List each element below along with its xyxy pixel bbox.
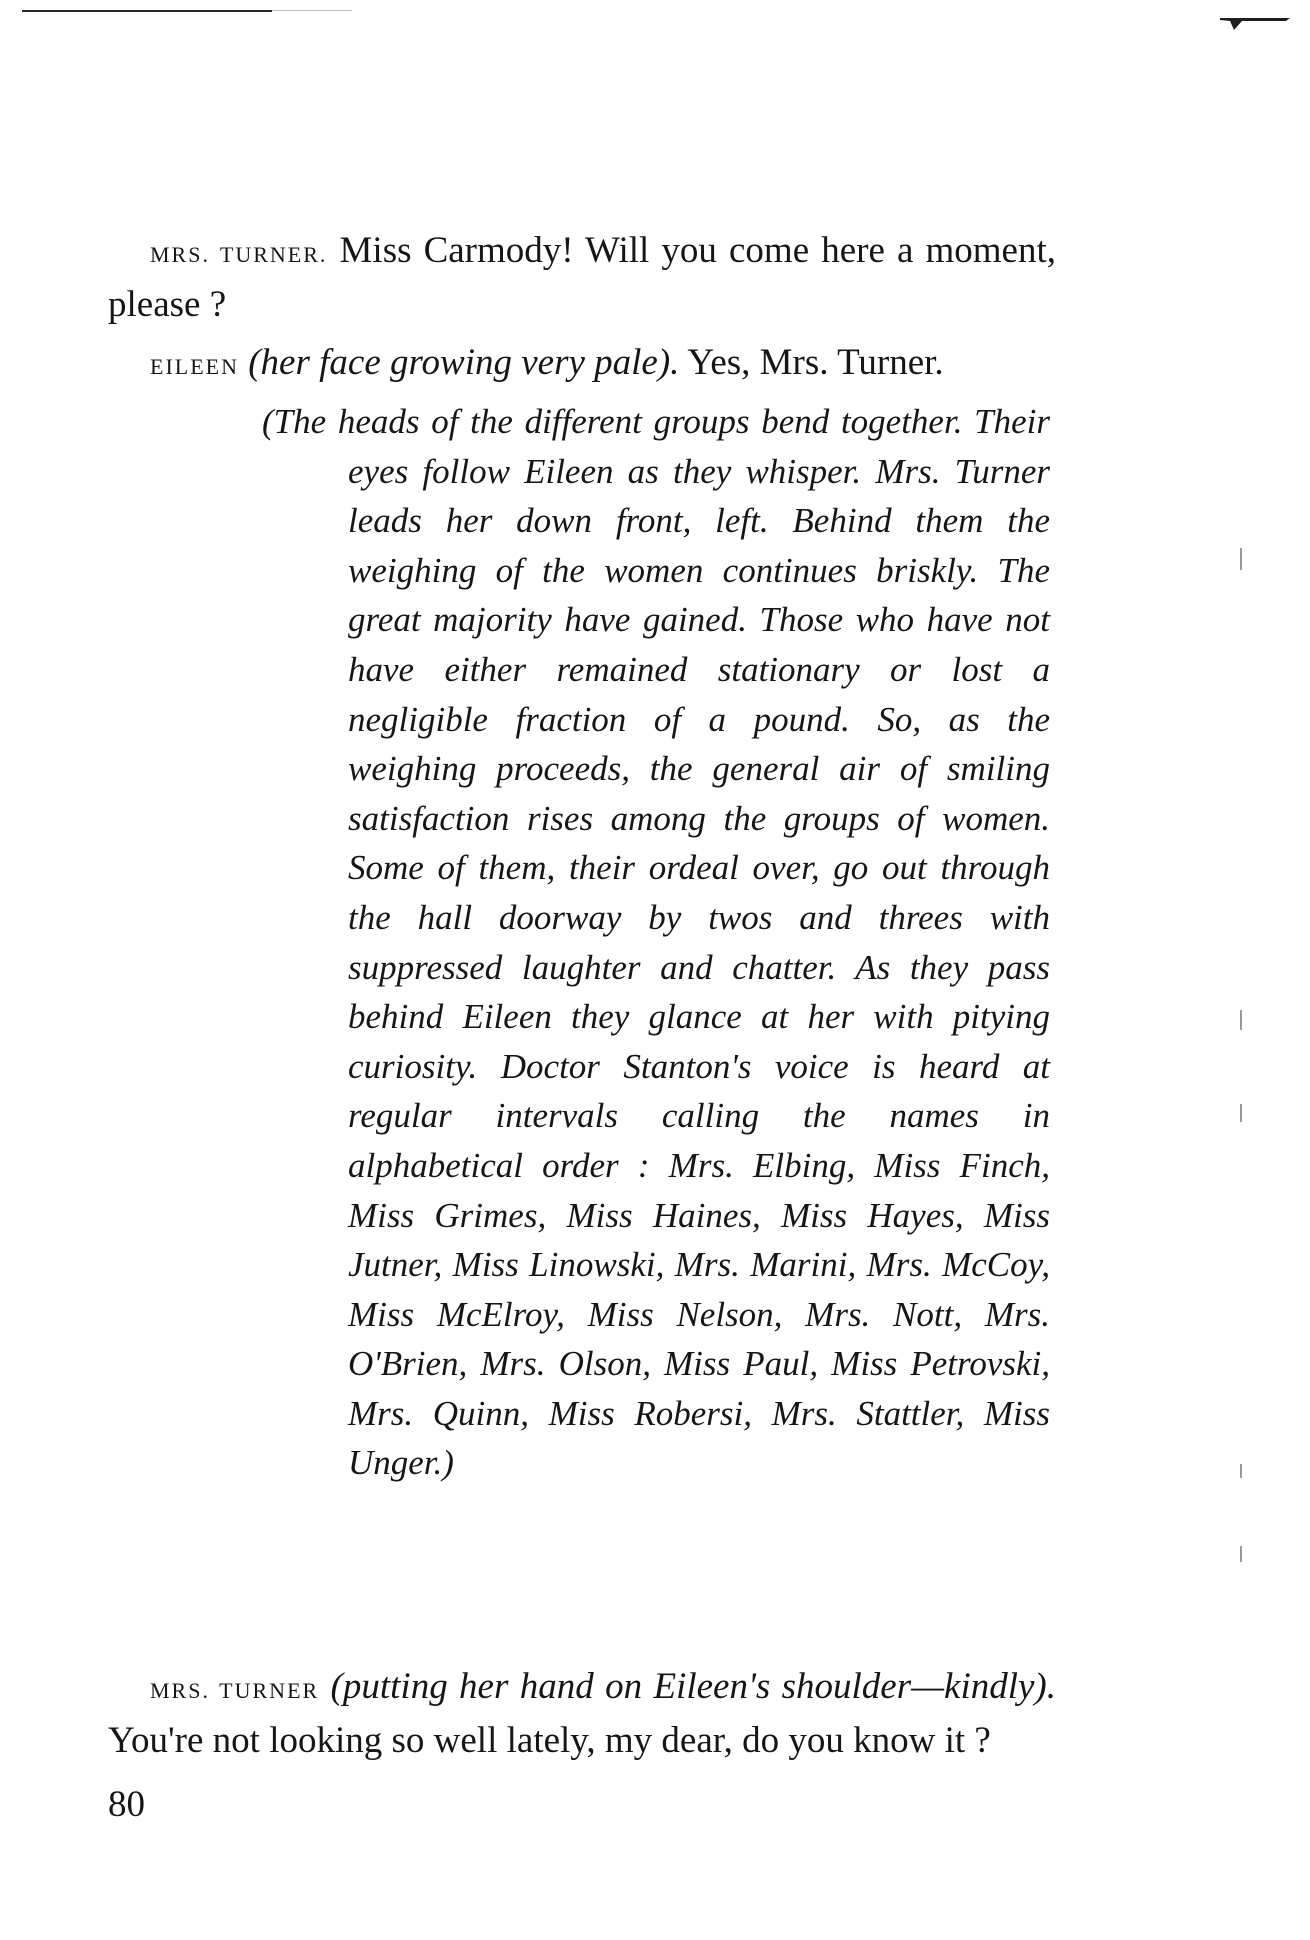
speech-mrs-turner-1 — [108, 226, 1056, 330]
speaker-name: MRS. TURNER — [150, 1678, 320, 1703]
speaker-name: EILEEN — [150, 354, 239, 379]
speech-text: Miss Carmody! Will you come here a moment, please ? — [108, 230, 1056, 325]
speech-text: Yes, Mrs. Turner. — [687, 342, 944, 383]
speech-eileen — [108, 338, 1056, 392]
margin-tick — [1240, 1464, 1242, 1478]
margin-tick — [1240, 1010, 1242, 1030]
margin-tick — [1240, 1546, 1242, 1562]
speech-mrs-turner-2 — [108, 1662, 1056, 1766]
corner-ink-mark — [1220, 12, 1292, 36]
speaker-name: MRS. TURNER. — [150, 242, 328, 267]
speech-direction: (her face growing very pale). — [248, 342, 680, 383]
speech-text: You're not looking so well lately, my dear, do you know it ? — [108, 1720, 991, 1761]
top-rule — [22, 10, 272, 12]
page-number: 80 — [108, 1784, 145, 1825]
top-rule-faint — [272, 10, 352, 11]
stage-direction: (The heads of the different groups bend together. Their eyes follow Eileen as they whisper. Mrs. Turner leads her down front, left. Behind them the weighing of the women continues briskly. The great majority have gained. Those who have not have either remained stationary or lost a negligible fraction of a pound. So, as the weighing proceeds, the general air of smiling satisfaction rises among the groups of women. Some of them, their ordeal over, go out through the hall doorway by twos and threes with suppressed laughter and chatter. As they pass behind Eileen they glance at her with pitying curiosity. Doctor Stanton's voice is heard at regular intervals calling the names in alphabetical order : Mrs. Elbing, Miss Finch, Miss Grimes, Miss Haines, Miss Hayes, Miss Jutner, Miss Linowski, Mrs. Marini, Mrs. McCoy, Miss McElroy, Miss Nelson, Mrs. Nott, Mrs. O'Brien, Mrs. Olson, Miss Paul, Miss Petrovski, Mrs. Quinn, Miss Robersi, Mrs. Stattler, Miss Unger.) — [262, 402, 1050, 1483]
margin-tick — [1240, 1104, 1242, 1122]
speech-direction: (putting her hand on Eileen's shoulder—kindly). — [330, 1666, 1056, 1707]
margin-tick — [1240, 548, 1242, 570]
